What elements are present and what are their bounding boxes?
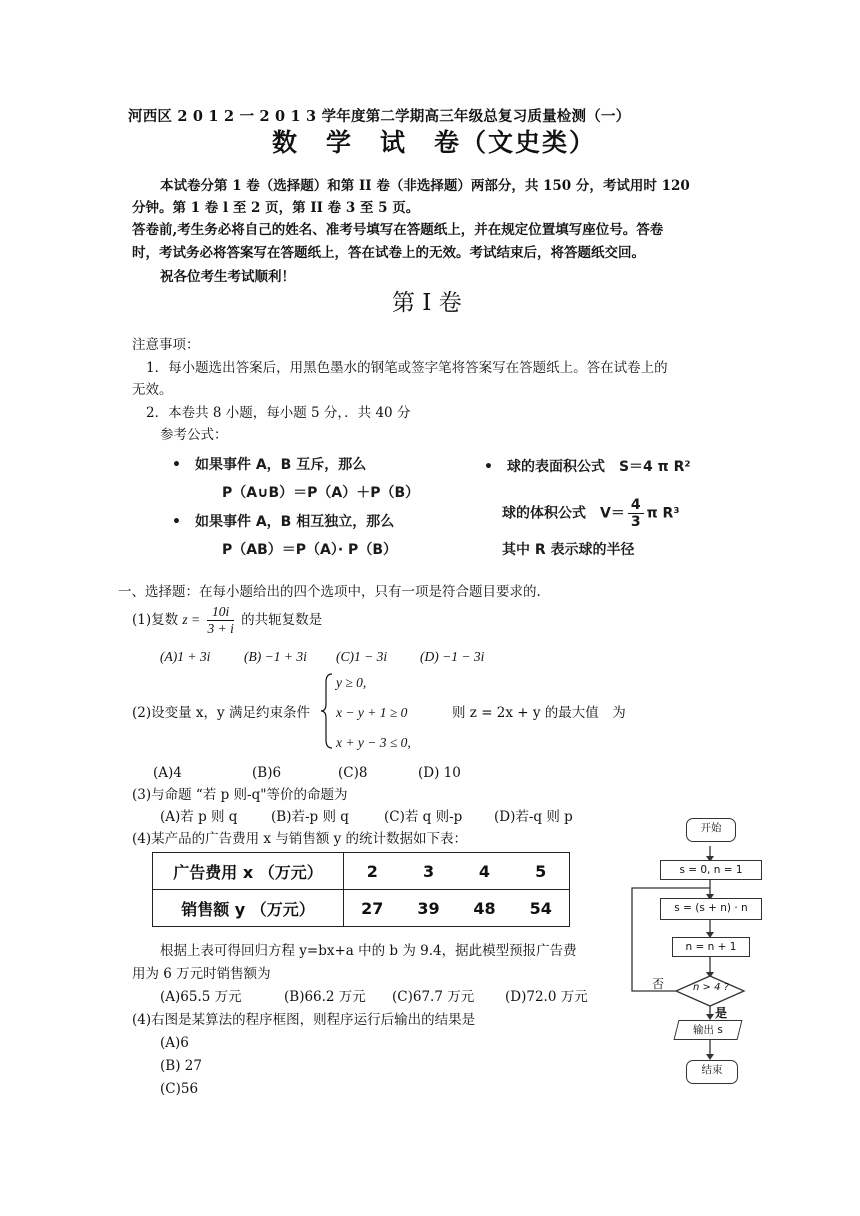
formula-sphere-volume: 球的体积公式 V＝ $\frac{4}{3}$ π R³ (502, 497, 680, 530)
q4-option-c: (C)67.7 万元 (392, 989, 475, 1005)
question-3: (3)与命题 “若 p 则-q"等价的命题为 (132, 787, 348, 803)
q3-option-d: (D)若-q 则 p (494, 809, 573, 825)
table-cell: 48 (456, 890, 512, 927)
q2-option-b: (B)6 (252, 765, 282, 781)
q2-option-d: (D) 10 (418, 765, 461, 781)
constraint-3: x + y − 3 ≤ 0, (336, 735, 411, 750)
section-title: 第 I 卷 (392, 290, 462, 316)
ad-sales-table (152, 852, 570, 927)
constraint-1: y ≥ 0, (336, 675, 367, 690)
q1-option-d: (D) −1 − 3i (420, 649, 485, 664)
notes-item-1: 1．每小题选出答案后，用黑色墨水的钢笔或签字笔将答案写在答题纸上。答在试卷上的 (146, 360, 668, 376)
reference-formulas-label: 参考公式： (160, 427, 228, 443)
table-row-label: 销售额 y （万元） (153, 890, 344, 927)
constraint-2: x − y + 1 ≥ 0 (336, 705, 408, 720)
q5-option-a: (A)6 (160, 1035, 189, 1051)
q4-description-1: 根据上表可得回归方程 y=bx+a 中的 b 为 9.4，据此模型预报广告费 (160, 943, 577, 959)
flowchart-step-increment: n = n + 1 (672, 937, 750, 957)
question-2-prefix: (2)设变量 x，y 满足约束条件 (132, 705, 310, 721)
table-cell: 4 (456, 853, 512, 890)
flowchart-yes-label: 是 (715, 1006, 728, 1020)
flowchart-start: 开始 (686, 818, 736, 842)
question-4: (4)某产品的广告费用 x 与销售额 y 的统计数据如下表： (132, 831, 468, 847)
table-cell: 5 (512, 853, 569, 890)
q2-option-c: (C)8 (338, 765, 368, 781)
q3-option-c: (C)若 q 则-p (384, 809, 463, 825)
q4-option-a: (A)65.5 万元 (160, 989, 242, 1005)
q5-option-c: (C)56 (160, 1081, 199, 1097)
table-cell: 3 (401, 853, 457, 890)
q3-option-a: (A)若 p 则 q (160, 809, 238, 825)
table-cell: 39 (401, 890, 457, 927)
formula-exclusive: • 如果事件 A，B 互斥，那么 (172, 457, 367, 473)
question-2-objective: 则 z = 2x + y 的最大值 为 (452, 705, 626, 721)
notes-item-1-cont: 无效。 (132, 382, 173, 398)
flowchart-output: 输出 s (674, 1020, 743, 1040)
q4-description-2: 用为 6 万元时销售额为 (132, 966, 271, 982)
intro-line-4: 时，考试务必将答案写在答题纸上，答在试卷上的无效。考试结束后，将答题纸交回。 (132, 245, 645, 261)
q2-option-a: (A)4 (153, 765, 182, 781)
table-row-label: 广告费用 x （万元） (153, 853, 344, 890)
exam-title: 数 学 试 卷（文史类） (272, 128, 597, 157)
flowchart-no-label: 否 (652, 977, 665, 991)
q1-option-b: (B) −1 + 3i (244, 649, 307, 664)
table-cell: 27 (344, 890, 401, 927)
table-row (153, 890, 570, 927)
intro-line-1: 本试卷分第 1 卷（选择题）和第 II 卷（非选择题）两部分，共 150 分，考试用时 120 (160, 178, 690, 194)
intro-line-5: 祝各位考生考试顺利！ (160, 269, 295, 285)
intro-line-3: 答卷前,考生务必将自己的姓名、准考号填写在答题纸上，并在规定位置填写座位号。答卷 (132, 222, 664, 238)
constraint-brace (320, 672, 334, 750)
intro-line-2: 分钟。第 1 卷 l 至 2 页，第 II 卷 3 至 5 页。 (132, 200, 420, 216)
table-cell: 54 (512, 890, 569, 927)
q4-option-d: (D)72.0 万元 (505, 989, 588, 1005)
exam-header: 河西区 2 0 1 2 一 2 0 1 3 学年度第二学期高三年级总复习质量检测（一） (128, 108, 631, 125)
formula-product: P（AB）＝P（A）· P（B） (222, 542, 397, 558)
flowchart-init: s = 0, n = 1 (660, 860, 762, 880)
q1-option-c: (C)1 − 3i (336, 649, 388, 664)
formula-independent: • 如果事件 A，B 相互独立，那么 (172, 514, 395, 530)
formula-radius-note: 其中 R 表示球的半径 (502, 542, 635, 558)
notes-heading: 注意事项： (132, 337, 200, 353)
q5-option-b: (B) 27 (160, 1058, 202, 1074)
flowchart-step-sum: s = (s + n) · n (660, 898, 762, 920)
formula-union: P（A∪B）＝P（A）＋P（B） (222, 485, 420, 501)
question-1: (1)复数 z = $\frac{10i}{3 + i}$ 的共轭复数是 (132, 604, 323, 636)
table-row (153, 853, 570, 890)
flowchart-end: 结束 (686, 1060, 738, 1084)
question-5: (4)右图是某算法的程序框图，则程序运行后输出的结果是 (132, 1012, 476, 1028)
q1-option-a: (A)1 + 3i (160, 649, 211, 664)
notes-item-2: 2．本卷共 8 小题，每小题 5 分，．共 40 分 (146, 405, 411, 421)
table-cell: 2 (344, 853, 401, 890)
flowchart-condition: n > 4 ? (693, 982, 729, 993)
q4-option-b: (B)66.2 万元 (284, 989, 366, 1005)
formula-sphere-area: • 球的表面积公式 S＝4 π R² (484, 459, 691, 475)
q3-option-b: (B)若-p 则 q (271, 809, 349, 825)
part1-heading: 一、选择题：在每小题给出的四个选项中，只有一项是符合题目要求的. (118, 584, 541, 600)
